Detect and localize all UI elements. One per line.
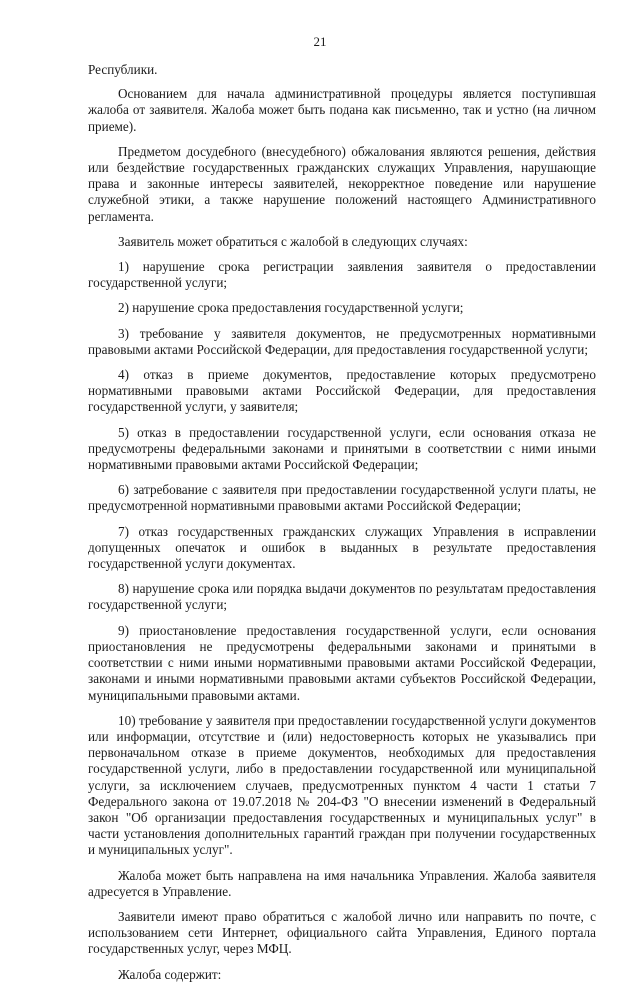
- list-item-7: 7) отказ государственных гражданских служащих Управления в исправлении допущенных опечаток и ошибок в выданных в результате предоставления государственной услуги документах.: [88, 523, 596, 572]
- list-item-5: 5) отказ в предоставлении государственной услуги, если основания отказа не предусмотрены федеральными законами и принятыми в соответствии с ними иными нормативными правовыми актами Российской Федерации;: [88, 424, 596, 473]
- list-item-6: 6) затребование с заявителя при предоставлении государственной услуги платы, не предусмотренной нормативными правовыми актами Российской Федерации;: [88, 482, 596, 514]
- paragraph-cases-intro: Заявитель может обратиться с жалобой в следующих случаях:: [118, 233, 468, 249]
- paragraph-subject: Предметом досудебного (внесудебного) обжалования являются решения, действия или бездействие государственных гражданских служащих Управления, нарушающие права и законные интересы заявителей, некорректное поведение или нарушение служебной этики, а также нарушение положений настоящего Административного регламента.: [88, 143, 596, 224]
- list-item-9: 9) приостановление предоставления государственной услуги, если основания приостановления не предусмотрены федеральными законами и принятыми в соответствии с ними иными нормативными правовыми актами Российской Федерации, законами и иными нормативными правовыми актами субъектов Российской Федерации, муниципальными правовыми актами.: [88, 622, 596, 703]
- list-item-2: 2) нарушение срока предоставления государственной услуги;: [118, 300, 464, 316]
- list-item-3: 3) требование у заявителя документов, не предусмотренных нормативными правовыми актами Российской Федерации, для предоставления государственной услуги;: [88, 325, 596, 357]
- paragraph-continuation: Республики.: [88, 62, 158, 77]
- list-item-1: 1) нарушение срока регистрации заявления заявителя о предоставлении государственной услуги;: [88, 259, 596, 291]
- document-body: [88, 62, 596, 992]
- list-item-4: 4) отказ в приеме документов, предоставление которых предусмотрено нормативными правовыми актами Российской Федерации, для предоставления государственной услуги, у заявителя;: [88, 367, 596, 415]
- paragraph-submission-channels: Заявители имеют право обратиться с жалобой лично или направить по почте, с использованием сети Интернет, официального сайта Управления, Единого портала государственных услуг, через МФЦ.: [88, 908, 596, 957]
- paragraph-complaint-contents: Жалоба содержит:: [118, 966, 222, 982]
- page-number: 21: [313, 34, 327, 49]
- list-item-8: 8) нарушение срока или порядка выдачи документов по результатам предоставления государственной услуги;: [88, 581, 596, 613]
- list-item-10: 10) требование у заявителя при предоставлении государственной услуги документов или информации, отсутствие и (или) недостоверность которых не указывались при первоначальном отказе в приеме документов, необходимых для предоставления государственной услуги, либо в предоставлении государственной или муниципальной услуги, за исключением случаев, предусмотренных пунктом 4 части 1 статьи 7 Федерального закона от 19.07.2018 № 204-ФЗ "О внесении изменений в Федеральный закон "Об организации предоставления государственных и муниципальных услуг" в части установления дополнительных гарантий граждан при получении государственных и муниципальных услуг".: [88, 712, 596, 858]
- paragraph-addressee: Жалоба может быть направлена на имя начальника Управления. Жалоба заявителя адресуется в Управление.: [88, 867, 596, 899]
- paragraph-grounds: Основанием для начала административной процедуры является поступившая жалоба от заявителя. Жалоба может быть подана как письменно, так и устно (на личном приеме).: [88, 86, 596, 134]
